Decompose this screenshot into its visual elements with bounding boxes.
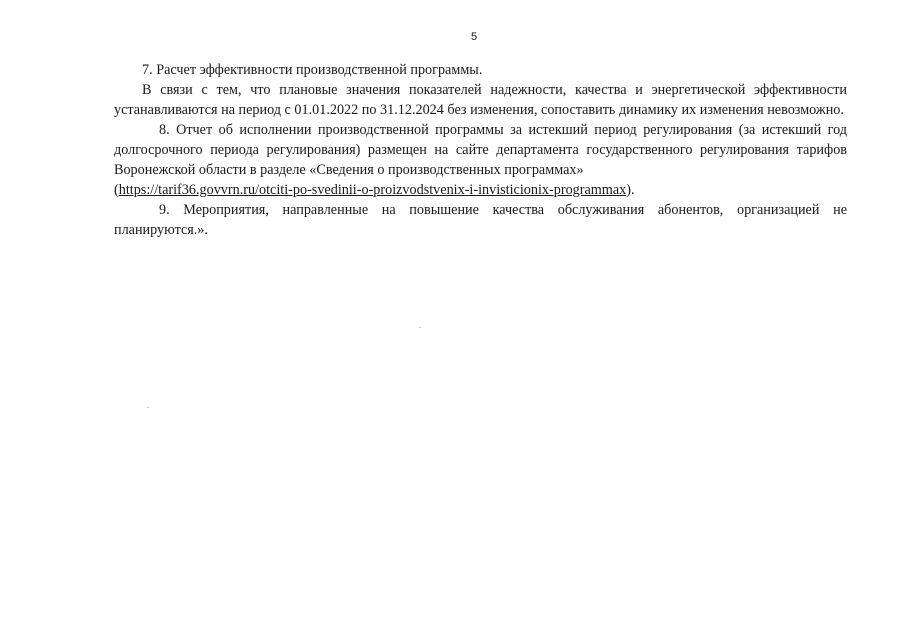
paragraph-7: 7. Расчет эффективности производственной программы.: [142, 62, 483, 78]
scan-speck: [147, 407, 149, 408]
paragraph-8-text: 8. Отчет об исполнении производственной программы за истекший период регулирования (за истекший год долгосрочного периода регулирования) размещен на сайте департамента государственного регулирования тарифов Воронежской области в разделе «Сведения о производственных программах»: [114, 122, 847, 178]
paragraph-8-link-open: (: [114, 182, 119, 198]
report-link[interactable]: https://tarif36.govvrn.ru/otciti-po-svedinii-o-proizvodstvenix-i-invisticionix-programmax: [118, 182, 627, 198]
paragraph-reliability: В связи с тем, что плановые значения показателей надежности, качества и энергетической эффективности устанавливаются на период с 01.01.2022 по 31.12.2024 без изменения, сопоставить динамику их изменения невозможно.: [114, 82, 847, 118]
paragraph-8: [114, 120, 847, 200]
scan-speck: [419, 327, 421, 328]
document-body: [114, 60, 847, 240]
paragraph-8-link-close: ).: [626, 182, 635, 198]
paragraph-9: 9. Мероприятия, направленные на повышение качества обслуживания абонентов, организацией не планируются.».: [114, 202, 847, 238]
page-number: 5: [470, 31, 478, 43]
